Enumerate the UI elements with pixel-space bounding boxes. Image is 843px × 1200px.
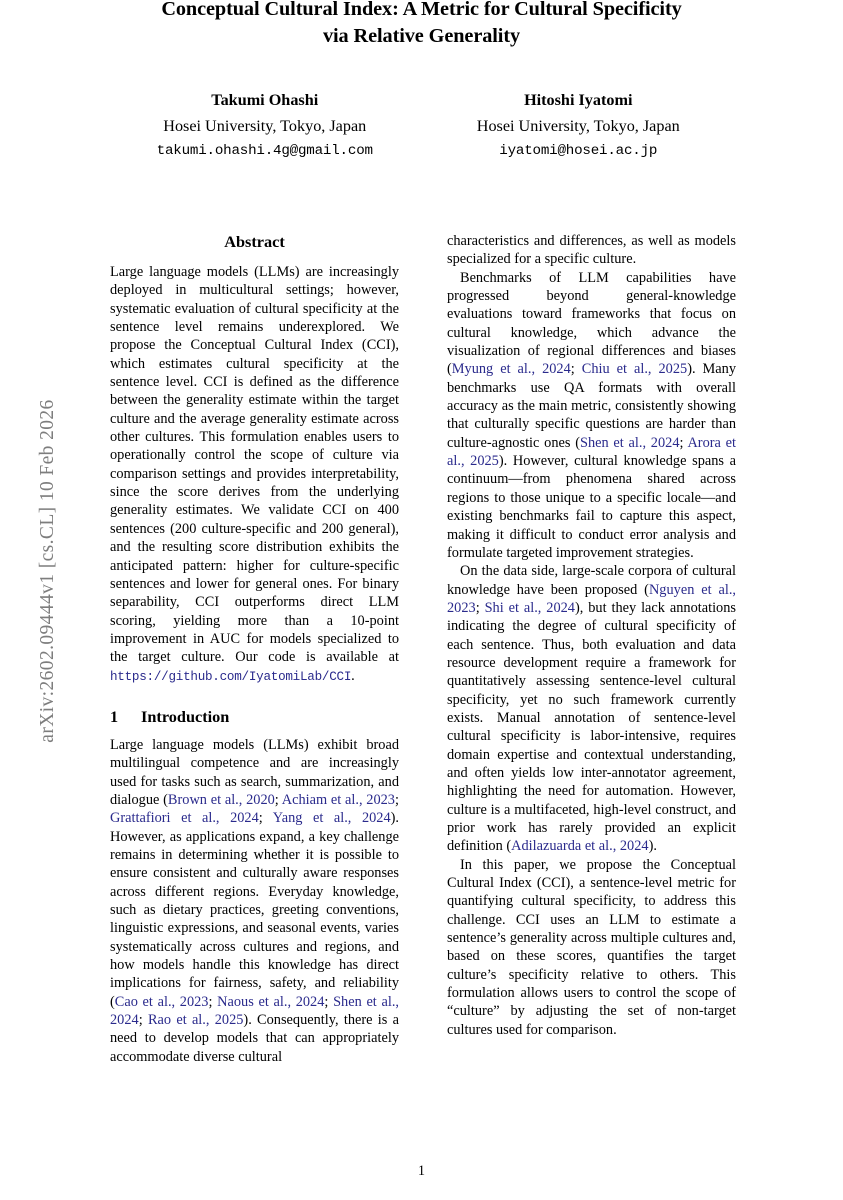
intro-paragraph-4: In this paper, we propose the Conceptual Cultural Index (CCI), a sentence-level metric for quantifying cultural specificity, to address this challenge. CCI uses an LLM to estimate a sentence’s generality across multiple cultures and, based on these scores, quantifies the target culture’s specificity relative to others. This formulation allows users to control the scope of “culture” by adjusting the set of non-target cultures used for comparison.: [447, 856, 736, 1038]
page-number: 1: [417, 1163, 426, 1179]
intro-paragraph-2: [447, 269, 736, 563]
citation-rao-2025[interactable]: Rao et al., 2025: [147, 1012, 244, 1029]
citation-myung-2024[interactable]: Myung et al., 2024: [451, 361, 571, 378]
abstract-text: [110, 263, 399, 686]
text-run: ). However, as applications expand, a key challenge remains in determining whether it is possible to ensure consistent and culturally aware responses across different regions. Everyday knowledge, such as dietary practices, greeting conventions, linguistic expressions, and seasonal events, varies systematically across cultures and regions, and how models handle this knowledge has direct implications for fairness, safety, and reliability (: [110, 810, 400, 1010]
text-run: ). However, cultural knowledge spans a continuum—from phenomena shared across regions to those unique to a specific locale—and existing benchmarks fail to capture this aspect, making it difficult to conduct error analysis and formulate targeted improvement strategies.: [447, 453, 736, 561]
author-email[interactable]: takumi.ohashi.4g@gmail.com: [156, 143, 373, 159]
text-run: Large language models (LLMs) exhibit broad multilingual competence and are increasingly used for tasks such as search, summarization, and dialogue (: [110, 736, 399, 808]
text-run: ;: [208, 993, 218, 1010]
author-email[interactable]: iyatomi@hosei.ac.jp: [499, 143, 658, 159]
text-run: ).: [648, 838, 657, 855]
text-run: ;: [679, 434, 688, 451]
text-run: ;: [394, 791, 399, 808]
citation-brown-2020[interactable]: Brown et al., 2020: [167, 791, 275, 808]
citation-shen-2024[interactable]: Shen et al., 2024: [579, 434, 680, 451]
text-run: ). Many benchmarks use QA formats with overall accuracy as the main metric, consistently showing that culturally specific questions are harder than culture-agnostic ones (: [447, 361, 737, 451]
text-run: ;: [258, 810, 273, 827]
author-block-2: [422, 88, 736, 164]
citation-nguyen-2023[interactable]: Nguyen et al., 2023: [447, 581, 736, 616]
abstract-heading: Abstract: [224, 232, 285, 251]
title-line-1: Conceptual Cultural Index: A Metric for Cultural Specificity: [161, 0, 682, 20]
citation-naous-2024[interactable]: Naous et al., 2024: [217, 993, 325, 1010]
text-run: ;: [138, 1012, 148, 1029]
citation-chiu-2025[interactable]: Chiu et al., 2025: [581, 361, 688, 378]
author-name: Takumi Ohashi: [211, 91, 319, 109]
section-title: Introduction: [141, 706, 230, 726]
text-run: ;: [324, 993, 334, 1010]
citation-achiam-2023[interactable]: Achiam et al., 2023: [281, 791, 395, 808]
intro-paragraph-3: [447, 562, 736, 856]
citation-yang-2024[interactable]: Yang et al., 2024: [272, 810, 391, 827]
page-title: [108, 0, 735, 50]
section-heading-introduction: [110, 707, 399, 727]
body-columns: [110, 232, 736, 1182]
arxiv-stamp: arXiv:2602.09444v1 [cs.CL] 10 Feb 2026: [37, 399, 58, 743]
column-right: [447, 232, 736, 1039]
citation-adilazuarda-2024[interactable]: Adilazuarda et al., 2024: [511, 838, 649, 855]
author-affiliation: Hosei University, Tokyo, Japan: [476, 116, 680, 135]
text-run: ;: [274, 791, 282, 808]
text-run: ;: [475, 599, 485, 616]
section-number: 1: [110, 706, 119, 726]
abstract-text-part2: .: [351, 667, 355, 684]
text-run: ;: [570, 361, 582, 378]
title-line-2: via Relative Generality: [322, 25, 521, 47]
text-run: ), but they lack annotations indicating the degree of cultural specificity of each sentence. Thus, both evaluation and data resource development require a framework for quantitatively assessing sentence-level cultural specificity, yet no such framework currently exists. Manual annotation of sentence-level cultural specificity is labor-intensive, requires domain expertise and contextual understanding, and often yields low inter-annotator agreement, highlighting the need for automation. However, culture is a multifaceted, high-level construct, and prior work has rarely provided an explicit definition (: [447, 599, 736, 855]
abstract-text-part1: Large language models (LLMs) are increasingly deployed in multicultural settings; however, systematic evaluation of cultural specificity at the sentence level remains underexplored. We propose the Conceptual Cultural Index (CCI), which estimates cultural specificity at the sentence level. CCI is defined as the difference between the generality estimate within the target culture and the average generality estimate across other cultures. This formulation enables users to operationally control the scope of culture via comparison settings and provides interpretability, since the score derives from the underlying generality estimates. We validate CCI on 400 sentences (200 culture-specific and 200 general), and the resulting score distribution exhibits the anticipated pattern: higher for culture-specific sentences and lower for general ones. For binary separability, CCI outperforms direct LLM scoring, yielding more than a 10-point improvement in AUC for models specialized to the target culture. Our code is available at: [110, 264, 399, 666]
author-list: [108, 88, 735, 164]
intro-paragraph-continuation: characteristics and differences, as well as models specialized for a specific culture.: [447, 233, 736, 268]
citation-cao-2023[interactable]: Cao et al., 2023: [114, 993, 209, 1010]
column-left: [110, 232, 399, 1066]
author-block-1: [108, 88, 422, 164]
intro-paragraph-1: [110, 736, 399, 1066]
text-run: Benchmarks of LLM capabilities have progressed beyond general-knowledge evaluations toward frameworks that focus on cultural knowledge, which advance the visualization of regional differences and biases (: [447, 269, 736, 378]
text-run: ). Consequently, there is a need to develop models that can appropriately accommodate diverse cultural: [110, 1012, 399, 1065]
citation-shi-2024[interactable]: Shi et al., 2024: [484, 599, 575, 616]
author-name: Hitoshi Iyatomi: [524, 91, 633, 109]
citation-shen-2024[interactable]: Shen et al., 2024: [110, 993, 399, 1029]
code-repository-link[interactable]: https://github.com/IyatomiLab/CCI: [110, 669, 352, 684]
text-run: On the data side, large-scale corpora of cultural knowledge have been proposed (: [447, 563, 736, 598]
author-affiliation: Hosei University, Tokyo, Japan: [163, 116, 367, 135]
citation-arora-2025[interactable]: Arora et al., 2025: [447, 434, 737, 470]
citation-grattafiori-2024[interactable]: Grattafiori et al., 2024: [110, 810, 259, 827]
